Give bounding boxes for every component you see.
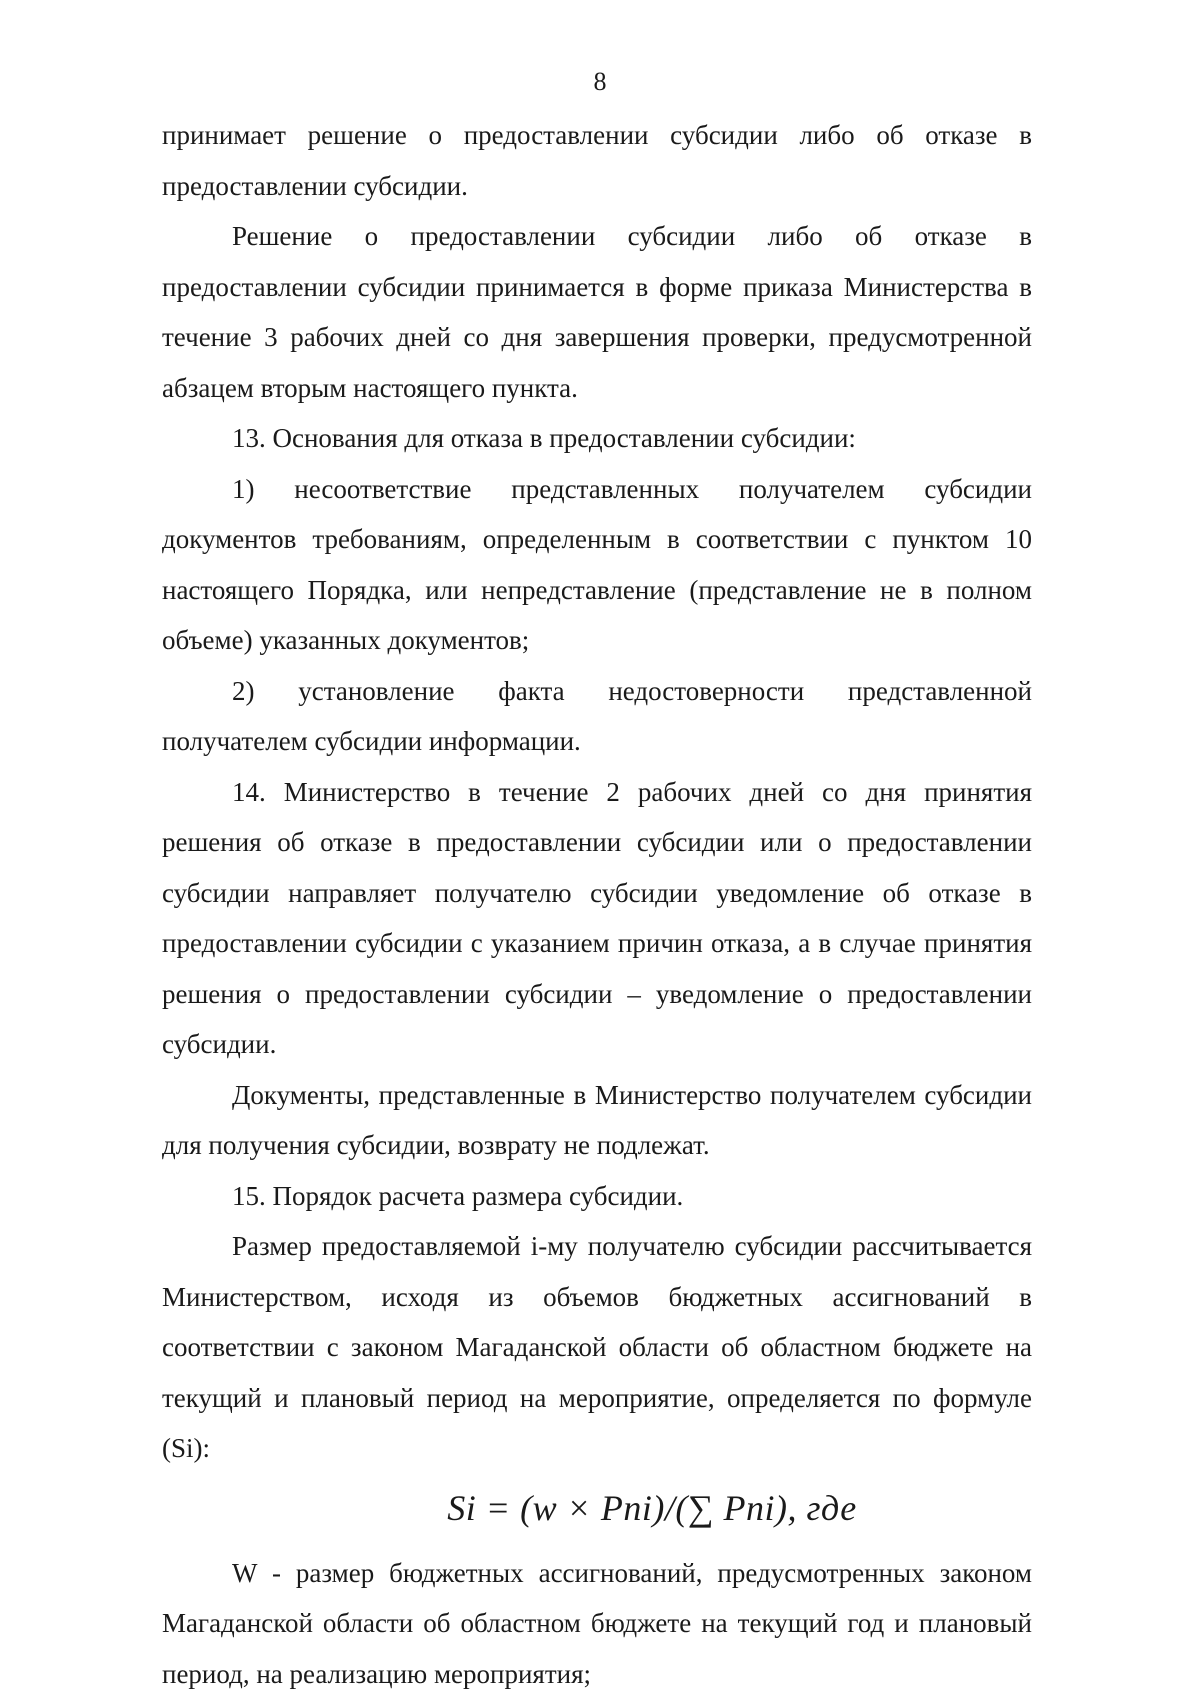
- formula-right: Pni), где: [714, 1488, 857, 1528]
- document-body: [162, 110, 1032, 1699]
- page-number: 8: [0, 66, 1200, 98]
- clause-14: 14. Министерство в течение 2 рабочих дней со дня принятия решения об отказе в предоставлении субсидии или о предоставлении субсидии направляет получателю субсидии уведомление об отказе в предоставлении субсидии с указанием причин отказа, а в случае принятия решения о предоставлении субсидии – уведомление о предоставлении субсидии.: [162, 767, 1032, 1070]
- paragraph-subsidy-calculation: Размер предоставляемой i-му получателю субсидии рассчитывается Министерством, исходя из объемов бюджетных ассигнований в соответствии с законом Магаданской области об областном бюджете на текущий и плановый период на мероприятие, определяется по формуле (Si):: [162, 1221, 1032, 1474]
- subsidy-formula: [162, 1478, 1032, 1538]
- paragraph-decision-form: Решение о предоставлении субсидии либо об отказе в предоставлении субсидии принимается в форме приказа Министерства в течение 3 рабочих дней со дня завершения проверки, предусмотренной абзацем вторым настоящего пункта.: [162, 211, 1032, 413]
- clause-13-heading: 13. Основания для отказа в предоставлении субсидии:: [162, 413, 1032, 464]
- clause-13-item-2: 2) установление факта недостоверности представленной получателем субсидии информации.: [162, 666, 1032, 767]
- clause-13-item-1: 1) несоответствие представленных получателем субсидии документов требованиям, определенным в соответствии с пунктом 10 настоящего Порядка, или непредставление (представление не в полном объеме) указанных документов;: [162, 464, 1032, 666]
- paragraph-continuation: принимает решение о предоставлении субсидии либо об отказе в предоставлении субсидии.: [162, 110, 1032, 211]
- clause-15-heading: 15. Порядок расчета размера субсидии.: [162, 1171, 1032, 1222]
- paragraph-w-definition: W - размер бюджетных ассигнований, предусмотренных законом Магаданской области об областном бюджете на текущий год и плановый период, на реализацию мероприятия;: [162, 1548, 1032, 1699]
- paragraph-documents-not-returned: Документы, представленные в Министерство получателем субсидии для получения субсидии, возврату не подлежат.: [162, 1070, 1032, 1171]
- sum-symbol: ∑: [688, 1488, 714, 1528]
- formula-left: Si = (w × Pni)/(: [447, 1488, 688, 1528]
